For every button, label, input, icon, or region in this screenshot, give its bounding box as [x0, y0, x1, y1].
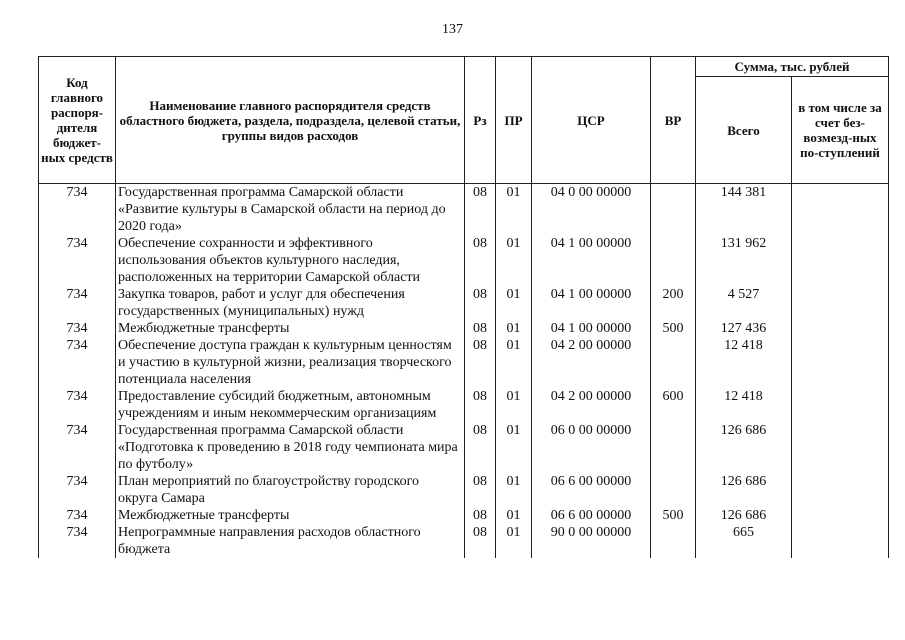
cell-name: Предоставление субсидий бюджетным, автономным учреждениям и иным некоммерческим организациям: [116, 388, 465, 422]
header-vr: ВР: [651, 57, 696, 184]
cell-name: Межбюджетные трансферты: [116, 320, 465, 337]
cell-vr: [651, 184, 696, 236]
cell-pr: 01: [496, 320, 532, 337]
cell-vr: 500: [651, 320, 696, 337]
cell-rz: 08: [465, 184, 496, 236]
cell-pr: 01: [496, 524, 532, 558]
cell-incl-gratuitous: [792, 524, 889, 558]
cell-pr: 01: [496, 422, 532, 473]
table-row: [39, 422, 889, 473]
cell-csr: 06 6 00 00000: [532, 507, 651, 524]
cell-rz: 08: [465, 286, 496, 320]
header-code: Код главного распоря-дителя бюджет-ных средств: [39, 57, 116, 184]
header-csr: ЦСР: [532, 57, 651, 184]
cell-code: 734: [39, 507, 116, 524]
cell-csr: 06 0 00 00000: [532, 422, 651, 473]
cell-csr: 04 2 00 00000: [532, 337, 651, 388]
cell-total: 12 418: [696, 337, 792, 388]
cell-rz: 08: [465, 507, 496, 524]
table-row: [39, 507, 889, 524]
header-incl-gratuitous: в том числе за счет без-возмезд-ных по-ступлений: [792, 77, 889, 184]
cell-name: Закупка товаров, работ и услуг для обеспечения государственных (муниципальных) нужд: [116, 286, 465, 320]
cell-rz: 08: [465, 337, 496, 388]
cell-pr: 01: [496, 235, 532, 286]
table-body: [39, 184, 889, 559]
cell-vr: [651, 422, 696, 473]
cell-rz: 08: [465, 388, 496, 422]
cell-code: 734: [39, 422, 116, 473]
table-row: [39, 337, 889, 388]
cell-total: 127 436: [696, 320, 792, 337]
cell-total: 126 686: [696, 422, 792, 473]
header-sum-group: Сумма, тыс. рублей: [696, 57, 889, 77]
cell-rz: 08: [465, 422, 496, 473]
cell-code: 734: [39, 524, 116, 558]
cell-csr: 04 0 00 00000: [532, 184, 651, 236]
cell-total: 144 381: [696, 184, 792, 236]
cell-pr: 01: [496, 184, 532, 236]
header-name: Наименование главного распорядителя средств областного бюджета, раздела, подраздела, целевой статьи, группы видов расходов: [116, 57, 465, 184]
cell-csr: 06 6 00 00000: [532, 473, 651, 507]
cell-pr: 01: [496, 473, 532, 507]
table-row: [39, 524, 889, 558]
cell-code: 734: [39, 473, 116, 507]
cell-incl-gratuitous: [792, 286, 889, 320]
cell-total: 131 962: [696, 235, 792, 286]
cell-total: 126 686: [696, 473, 792, 507]
cell-incl-gratuitous: [792, 337, 889, 388]
cell-csr: 04 1 00 00000: [532, 235, 651, 286]
cell-pr: 01: [496, 286, 532, 320]
cell-name: Государственная программа Самарской области «Подготовка к проведению в 2018 году чемпионата мира по футболу»: [116, 422, 465, 473]
cell-vr: 600: [651, 388, 696, 422]
cell-vr: 200: [651, 286, 696, 320]
cell-csr: 04 2 00 00000: [532, 388, 651, 422]
page-number: 137: [442, 22, 463, 37]
cell-code: 734: [39, 337, 116, 388]
table-row: [39, 473, 889, 507]
cell-vr: [651, 235, 696, 286]
cell-vr: [651, 524, 696, 558]
table-row: [39, 184, 889, 236]
cell-incl-gratuitous: [792, 507, 889, 524]
cell-rz: 08: [465, 320, 496, 337]
cell-code: 734: [39, 388, 116, 422]
table-row: [39, 286, 889, 320]
cell-code: 734: [39, 286, 116, 320]
cell-rz: 08: [465, 473, 496, 507]
cell-incl-gratuitous: [792, 184, 889, 236]
cell-name: Обеспечение сохранности и эффективного использования объектов культурного наследия, расположенных на территории Самарской области: [116, 235, 465, 286]
cell-total: 4 527: [696, 286, 792, 320]
cell-rz: 08: [465, 235, 496, 286]
cell-pr: 01: [496, 337, 532, 388]
cell-csr: 04 1 00 00000: [532, 320, 651, 337]
cell-name: Государственная программа Самарской области «Развитие культуры в Самарской области на период до 2020 года»: [116, 184, 465, 236]
budget-table: [38, 56, 889, 558]
table-row: [39, 320, 889, 337]
cell-pr: 01: [496, 388, 532, 422]
cell-vr: [651, 473, 696, 507]
table-row: [39, 235, 889, 286]
cell-name: Межбюджетные трансферты: [116, 507, 465, 524]
cell-incl-gratuitous: [792, 320, 889, 337]
cell-total: 665: [696, 524, 792, 558]
cell-name: Обеспечение доступа граждан к культурным ценностям и участию в культурной жизни, реализация творческого потенциала населения: [116, 337, 465, 388]
cell-code: 734: [39, 235, 116, 286]
header-rz: Рз: [465, 57, 496, 184]
header-pr: ПР: [496, 57, 532, 184]
cell-incl-gratuitous: [792, 473, 889, 507]
table-row: [39, 388, 889, 422]
cell-code: 734: [39, 320, 116, 337]
cell-csr: 90 0 00 00000: [532, 524, 651, 558]
cell-vr: [651, 337, 696, 388]
table-header: [39, 57, 889, 184]
header-total: Всего: [696, 77, 792, 184]
cell-incl-gratuitous: [792, 235, 889, 286]
cell-incl-gratuitous: [792, 388, 889, 422]
cell-rz: 08: [465, 524, 496, 558]
cell-csr: 04 1 00 00000: [532, 286, 651, 320]
cell-total: 12 418: [696, 388, 792, 422]
cell-total: 126 686: [696, 507, 792, 524]
cell-vr: 500: [651, 507, 696, 524]
cell-pr: 01: [496, 507, 532, 524]
cell-name: Непрограммные направления расходов областного бюджета: [116, 524, 465, 558]
cell-incl-gratuitous: [792, 422, 889, 473]
cell-name: План мероприятий по благоустройству городского округа Самара: [116, 473, 465, 507]
cell-code: 734: [39, 184, 116, 236]
